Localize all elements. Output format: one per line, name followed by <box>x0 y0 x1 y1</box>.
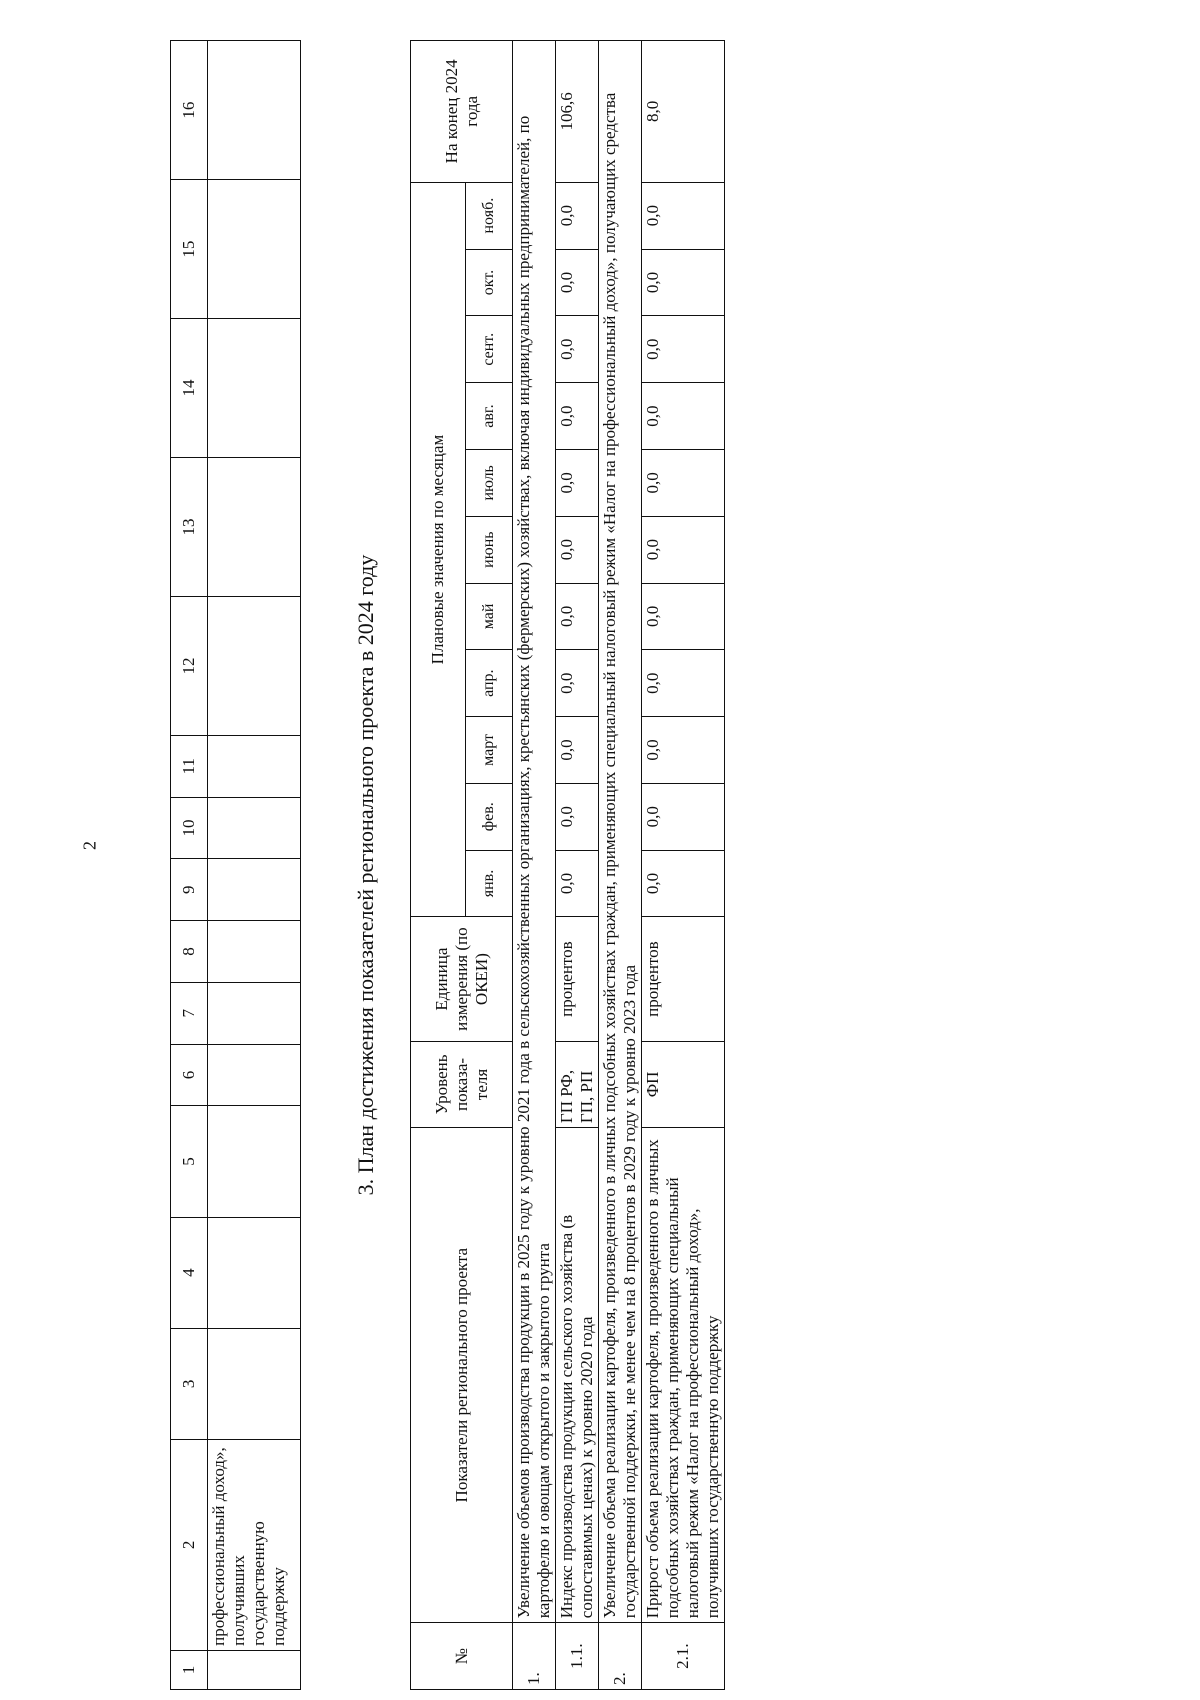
table-cell <box>208 319 301 458</box>
row-number: 2. <box>599 1623 642 1690</box>
continuation-table-wrapper <box>170 40 301 1690</box>
month-cell: апр. <box>466 650 513 717</box>
table-cell <box>208 596 301 735</box>
header-cell: 13 <box>171 458 208 597</box>
table-cell <box>208 982 301 1044</box>
indicator-level: ФП <box>642 1041 725 1127</box>
goal-row <box>513 41 556 1690</box>
month-value: 0,0 <box>556 316 599 383</box>
month-value: 0,0 <box>642 449 725 516</box>
month-cell: авг. <box>466 383 513 450</box>
month-value: 0,0 <box>642 717 725 784</box>
header-cell: 7 <box>171 982 208 1044</box>
indicator-name: Прирост объема реализации картофеля, произведенного в личных подсобных хозяйствах граждан, применяющих специальный налоговый режим «Налог на профессиональный доход», получивших государственную поддержку <box>642 1128 725 1623</box>
header-row <box>411 41 466 1690</box>
header-cell: 12 <box>171 596 208 735</box>
header-level: Уровень показа-теля <box>411 1041 513 1127</box>
month-cell: сент. <box>466 316 513 383</box>
end-of-year-value: 8,0 <box>642 41 725 183</box>
table-row <box>208 41 301 1690</box>
month-value: 0,0 <box>642 650 725 717</box>
table-cell <box>208 458 301 597</box>
table-cell <box>208 1106 301 1217</box>
table-cell <box>208 735 301 797</box>
month-value: 0,0 <box>556 249 599 316</box>
table-cell <box>208 1217 301 1328</box>
month-value: 0,0 <box>642 316 725 383</box>
header-cell: 6 <box>171 1044 208 1106</box>
goal-text: Увеличение объема реализации картофеля, произведенного в личных подсобных хозяйствах граждан, применяющих специальный налоговый режим «Налог на профессиональный доход», получающих средства государственной поддержки, не менее чем на 8 процентов в 2029 году к уровню 2023 года <box>599 41 642 1623</box>
month-cell: фев. <box>466 783 513 850</box>
header-cell: 1 <box>171 1650 208 1689</box>
end-of-year-value: 106,6 <box>556 41 599 183</box>
table-cell <box>208 1328 301 1439</box>
table-cell <box>208 180 301 319</box>
month-value: 0,0 <box>642 583 725 650</box>
table-cell <box>208 1650 301 1689</box>
header-indicator: Показатели регионального проекта <box>411 1128 513 1623</box>
month-cell: янв. <box>466 850 513 917</box>
continuation-table <box>170 40 301 1690</box>
row-number: 1. <box>513 1623 556 1690</box>
indicator-unit: процентов <box>642 917 725 1041</box>
header-cell: 14 <box>171 319 208 458</box>
header-end-of-year: На конец 2024 года <box>411 41 513 183</box>
indicator-unit: процентов <box>556 917 599 1041</box>
indicator-row <box>556 41 599 1690</box>
goal-row <box>599 41 642 1690</box>
indicator-name: Индекс производства продукции сельского хозяйства (в сопоставимых ценах) к уровню 2020 года <box>556 1128 599 1623</box>
month-value: 0,0 <box>556 783 599 850</box>
header-unit: Единица измерения (по ОКЕИ) <box>411 917 513 1041</box>
month-cell: окт. <box>466 249 513 316</box>
month-value: 0,0 <box>556 449 599 516</box>
header-cell: 8 <box>171 921 208 983</box>
month-value: 0,0 <box>642 383 725 450</box>
header-cell: 5 <box>171 1106 208 1217</box>
month-value: 0,0 <box>556 583 599 650</box>
table-cell: профессиональный доход», получивших государственную поддержку <box>208 1439 301 1650</box>
indicator-row <box>642 41 725 1690</box>
table-cell <box>208 41 301 180</box>
header-cell: 3 <box>171 1328 208 1439</box>
section-title: 3. План достижения показателей регионального проекта в 2024 году <box>353 554 378 1196</box>
table-cell <box>208 1044 301 1106</box>
month-value: 0,0 <box>556 717 599 784</box>
row-number: 1.1. <box>556 1623 599 1690</box>
month-value: 0,0 <box>642 249 725 316</box>
header-cell: 9 <box>171 859 208 921</box>
month-value: 0,0 <box>556 383 599 450</box>
month-value: 0,0 <box>642 516 725 583</box>
month-cell: июнь <box>466 516 513 583</box>
header-number: № <box>411 1623 513 1690</box>
indicator-level: ГП РФ, ГП, РП <box>556 1041 599 1127</box>
table-cell <box>208 921 301 983</box>
month-value: 0,0 <box>556 516 599 583</box>
month-value: 0,0 <box>642 182 725 249</box>
table-cell <box>208 859 301 921</box>
header-cell: 11 <box>171 735 208 797</box>
header-row <box>171 41 208 1690</box>
month-value: 0,0 <box>556 850 599 917</box>
month-cell: нояб. <box>466 182 513 249</box>
header-cell: 16 <box>171 41 208 180</box>
table-cell <box>208 797 301 859</box>
row-number: 2.1. <box>642 1623 725 1690</box>
header-cell: 15 <box>171 180 208 319</box>
month-cell: июль <box>466 449 513 516</box>
plan-table-wrapper <box>410 40 725 1690</box>
month-cell: май <box>466 583 513 650</box>
header-planned: Плановые значения по месяцам <box>411 182 466 917</box>
month-value: 0,0 <box>642 783 725 850</box>
header-cell: 4 <box>171 1217 208 1328</box>
goal-text: Увеличение объемов производства продукции в 2025 году к уровню 2021 года в сельскохозяйственных организациях, крестьянских (фермерских) хозяйствах, включая индивидуальных предпринимателей, по картофелю и овощам открытого и закрытого грунта <box>513 41 556 1623</box>
header-cell: 10 <box>171 797 208 859</box>
month-value: 0,0 <box>556 650 599 717</box>
plan-table <box>410 40 725 1690</box>
month-cell: март <box>466 717 513 784</box>
month-value: 0,0 <box>642 850 725 917</box>
header-cell: 2 <box>171 1439 208 1650</box>
page-number: 2 <box>79 841 100 850</box>
month-value: 0,0 <box>556 182 599 249</box>
